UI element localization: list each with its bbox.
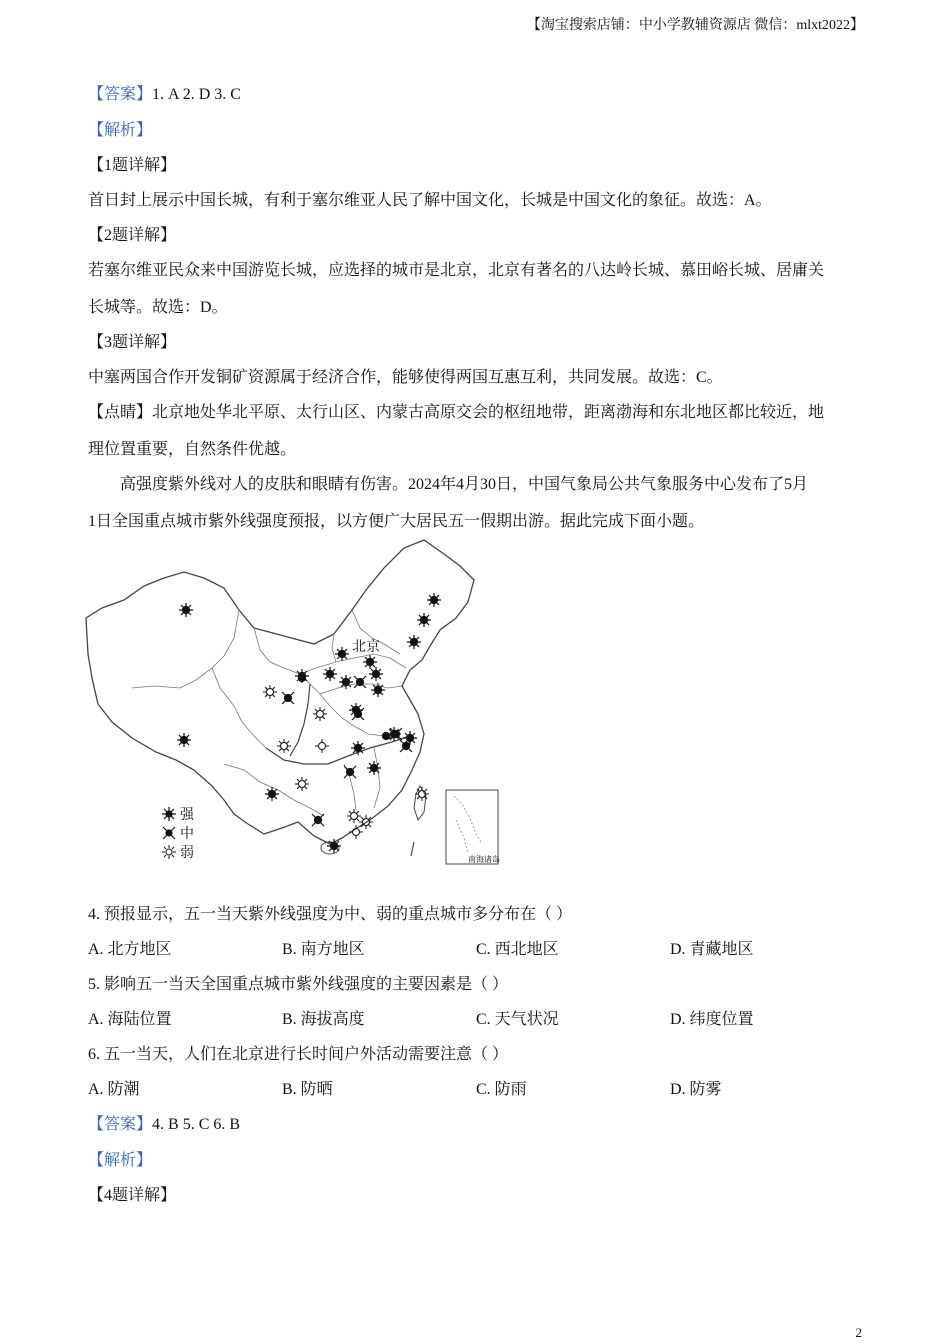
legend-medium-label: 中: [180, 827, 194, 842]
answer-tag: 【答案】: [88, 86, 153, 103]
strong-uv-icon: [369, 667, 383, 681]
weak-uv-icon: [347, 809, 361, 823]
q1-title: 【1题详解】: [88, 157, 177, 174]
medium-uv-icon: [162, 826, 176, 840]
medium-uv-icon: [354, 676, 366, 688]
point-line1: [88, 399, 824, 422]
strong-uv-icon: [371, 683, 385, 697]
strong-uv-icon: [427, 593, 441, 607]
uv-map: [84, 538, 504, 868]
legend-medium: [162, 823, 194, 843]
q2-text-line2: 长城等。故选：D。: [88, 299, 228, 316]
strong-uv-icon: [265, 787, 279, 801]
q4-option-c: C. 西北地区: [476, 941, 559, 958]
legend-weak: [162, 842, 194, 862]
page-header: 【淘宝搜索店铺：中小学教辅资源店 微信：mlxt2022】: [526, 18, 864, 33]
weak-uv-icon: [162, 845, 176, 859]
uv-markers: [84, 538, 504, 868]
strong-uv-icon: [367, 761, 381, 775]
strong-uv-icon: [179, 603, 193, 617]
q4-option-a: A. 北方地区: [88, 941, 172, 958]
weak-uv-icon: [295, 777, 309, 791]
q6-option-c: C. 防雨: [476, 1081, 527, 1098]
intro-line1: 高强度紫外线对人的皮肤和眼睛有伤害。2024年4月30日，中国气象局公共气象服务中心发布了5月: [120, 476, 809, 493]
medium-uv-icon: [344, 766, 356, 778]
q5-option-d: D. 纬度位置: [670, 1011, 754, 1028]
question-6-stem: 6. 五一当天，人们在北京进行长时间户外活动需要注意（ ）: [88, 1046, 509, 1063]
inset-label: 南海诸岛: [468, 855, 500, 864]
intro-line2: 1日全国重点城市紫外线强度预报，以方便广大居民五一假期出游。据此完成下面小题。: [88, 513, 705, 530]
q2-text-line1: 若塞尔维亚民众来中国游览长城，应选择的城市是北京，北京有著名的八达岭长城、慕田峪长城、居庸关: [88, 262, 825, 279]
q5-option-c: C. 天气状况: [476, 1011, 559, 1028]
q2-title: 【2题详解】: [88, 227, 177, 244]
medium-uv-icon: [282, 692, 294, 704]
q4-title: 【4题详解】: [88, 1187, 177, 1204]
strong-uv-icon: [299, 675, 306, 682]
legend-strong: [162, 804, 194, 824]
q1-text: 首日封上展示中国长城，有利于塞尔维亚人民了解中国文化，长城是中国文化的象征。故选：A。: [88, 192, 772, 209]
strong-uv-icon: [162, 807, 176, 821]
point-text-line2: 理位置重要，自然条件优越。: [88, 441, 297, 458]
question-4-stem: 4. 预报显示，五一当天紫外线强度为中、弱的重点城市多分布在（ ）: [88, 906, 573, 923]
weak-uv-icon: [277, 739, 291, 753]
weak-uv-icon: [263, 685, 277, 699]
strong-uv-icon: [363, 655, 377, 669]
strong-uv-icon: [335, 647, 349, 661]
page-number: 2: [855, 1325, 862, 1340]
q5-option-b: B. 海拔高度: [282, 1011, 365, 1028]
weak-uv-icon: [315, 739, 329, 753]
weak-uv-icon: [415, 787, 429, 801]
answer-text: 1. A 2. D 3. C: [152, 86, 241, 103]
q3-title: 【3题详解】: [88, 334, 177, 351]
point-tag: 【点睛】: [88, 404, 153, 421]
q4-option-d: D. 青藏地区: [670, 941, 754, 958]
question-5-stem: 5. 影响五一当天全国重点城市紫外线强度的主要因素是（ ）: [88, 976, 509, 993]
weak-uv-icon: [313, 707, 327, 721]
beijing-label: 北京: [352, 640, 380, 655]
q6-option-d: D. 防雾: [670, 1081, 722, 1098]
legend-weak-label: 弱: [180, 846, 194, 861]
medium-uv-icon: [312, 814, 324, 826]
strong-uv-icon: [351, 741, 365, 755]
strong-uv-icon: [323, 667, 337, 681]
q6-option-b: B. 防晒: [282, 1081, 333, 1098]
strong-uv-icon: [383, 733, 390, 740]
legend-strong-label: 强: [180, 808, 194, 823]
analysis-tag-2: 【解析】: [88, 1152, 153, 1169]
answer-line-2: [88, 1111, 240, 1134]
answer-tag-2: 【答案】: [88, 1116, 153, 1133]
strong-uv-icon: [177, 733, 191, 747]
weak-uv-icon: [349, 825, 363, 839]
analysis-tag: 【解析】: [88, 122, 153, 139]
strong-uv-icon: [339, 675, 353, 689]
strong-uv-icon: [417, 613, 431, 627]
q5-option-a: A. 海陆位置: [88, 1011, 172, 1028]
answer-line-1: [88, 81, 241, 104]
q4-option-b: B. 南方地区: [282, 941, 365, 958]
point-text-1: 北京地处华北平原、太行山区、内蒙古高原交会的枢纽地带，距离渤海和东北地区都比较近，地: [152, 404, 825, 421]
strong-uv-icon: [407, 635, 421, 649]
q6-option-a: A. 防潮: [88, 1081, 140, 1098]
strong-uv-icon: [327, 839, 341, 853]
q3-text: 中塞两国合作开发铜矿资源属于经济合作，能够使得两国互惠互利，共同发展。故选：C。: [88, 369, 723, 386]
answer-text-2: 4. B 5. C 6. B: [152, 1116, 241, 1133]
weak-uv-icon: [359, 815, 373, 829]
